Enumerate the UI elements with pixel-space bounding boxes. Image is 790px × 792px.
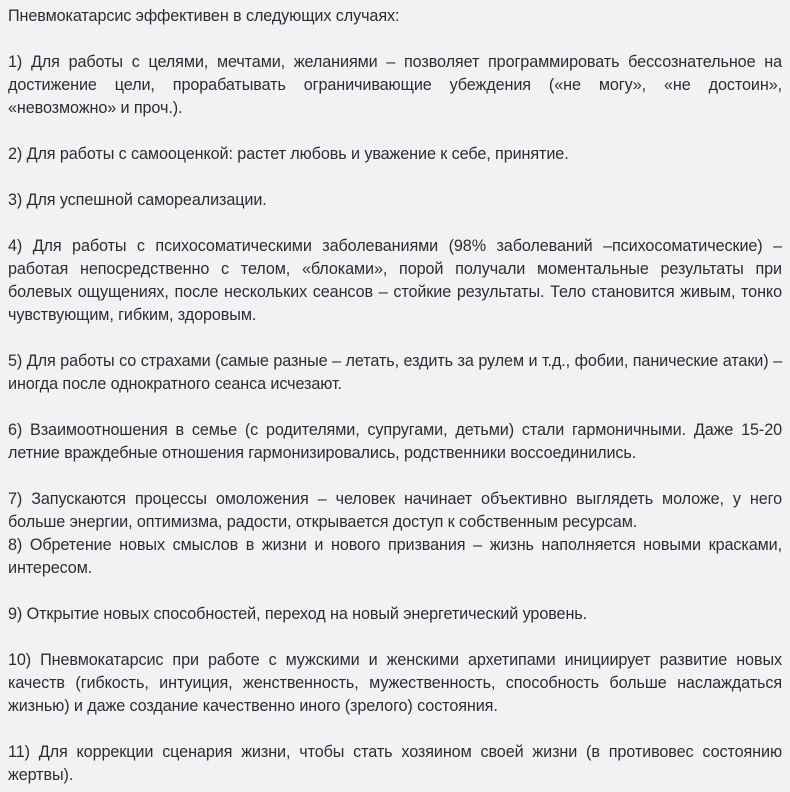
- list-item-9: 9) Открытие новых способностей, переход на новый энергетический уровень.: [8, 605, 588, 623]
- list-item-3: 3) Для успешной самореализации.: [8, 191, 267, 209]
- list-item-11: 11) Для коррекции сценария жизни, чтобы стать хозяином своей жизни (в противовес состоянию жертвы).: [8, 743, 782, 784]
- paragraph-gap: [8, 465, 782, 488]
- list-item-5: 5) Для работы со страхами (самые разные – летать, ездить за рулем и т.д., фобии, панические атаки) – иногда после однократного сеанса исчезают.: [8, 352, 782, 393]
- intro-text: Пневмокатарсис эффективен в следующих случаях:: [8, 7, 400, 25]
- list-item-7: 7) Запускаются процессы омоложения – человек начинает объективно выглядеть моложе, у него больше энергии, оптимизма, радости, открывается доступ к собственным ресурсам.: [8, 490, 782, 531]
- list-item-1: 1) Для работы с целями, мечтами, желаниями – позволяет программировать бессознательное на достижение цели, прорабатывать ограничивающие убеждения («не могу», «не достоин», «невозможно» и проч.).: [8, 53, 782, 117]
- list-item-6: 6) Взаимоотношения в семье (с родителями, супругами, детьми) стали гармоничными. Даже 15-20 летние враждебные отношения гармонизировались, родственники воссоединились.: [8, 421, 782, 462]
- paragraph-gap: [8, 580, 782, 603]
- paragraph-gap: [8, 327, 782, 350]
- list-item-10: 10) Пневмокатарсис при работе с мужскими и женскими архетипами инициирует развитие новых качеств (гибкость, интуиция, женственность, мужественность, способность больше наслаждаться жизнью) и даже создание качественно иного (зрелого) состояния.: [8, 651, 782, 715]
- paragraph-gap: [8, 396, 782, 419]
- paragraph-gap: [8, 120, 782, 143]
- list-item-4: 4) Для работы с психосоматическими заболеваниями (98% заболеваний –психосоматические) – работая непосредственно с телом, «блоками», порой получали моментальные результаты при болевых ощущениях, после нескольких сеансов – стойкие результаты. Тело становится живым, тонко чувствующим, гибким, здоровым.: [8, 237, 782, 324]
- paragraph-gap: [8, 166, 782, 189]
- paragraph-gap: [8, 212, 782, 235]
- list-item-2: 2) Для работы с самооценкой: растет любовь и уважение к себе, принятие.: [8, 145, 569, 163]
- paragraph-gap: [8, 626, 782, 649]
- list-item-8: 8) Обретение новых смыслов в жизни и нового призвания – жизнь наполняется новыми красками, интересом.: [8, 536, 782, 577]
- paragraph-gap: [8, 718, 782, 741]
